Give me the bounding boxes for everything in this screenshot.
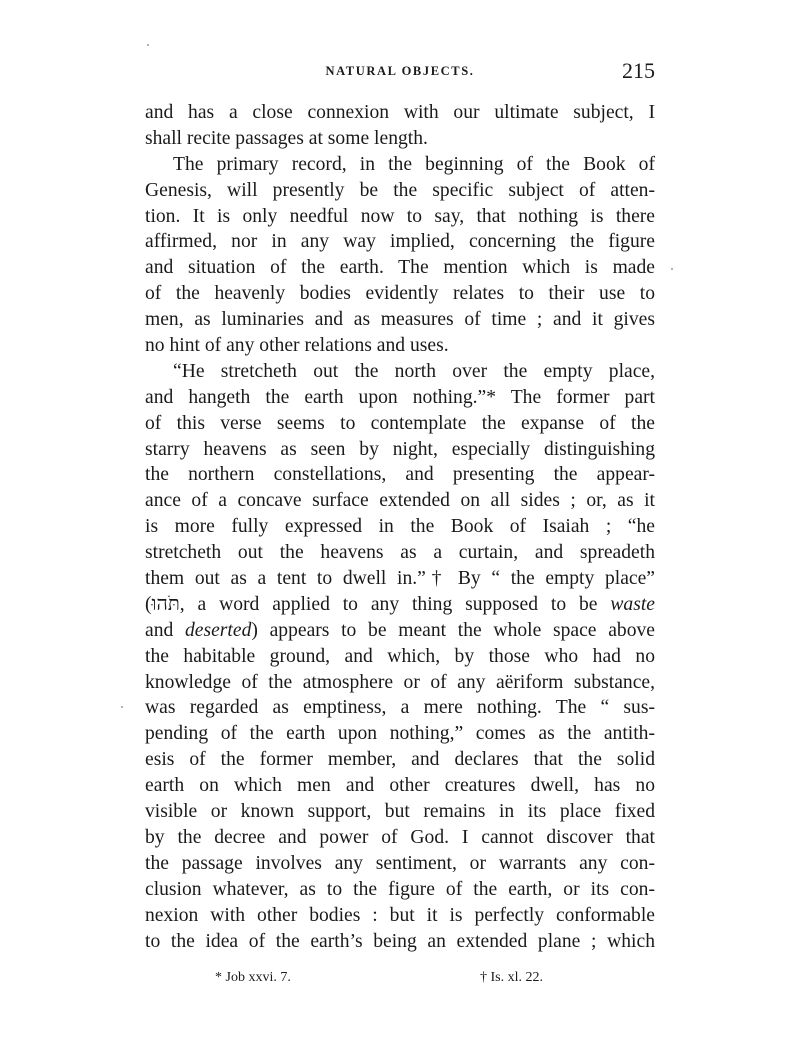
- text-line: “He stretcheth out the north over the empty place,: [173, 360, 655, 382]
- body-text: [145, 100, 655, 954]
- text-line: of the heavenly bodies evidently relates to their use to: [145, 283, 655, 305]
- text-line: knowledge of the atmosphere or of any aëriform substance,: [145, 671, 655, 693]
- footnote: † Is. xl. 22.: [480, 970, 543, 985]
- text-line: earth on which men and other creatures dwell, has no: [145, 775, 655, 797]
- text-line: nexion with other bodies : but it is perfectly conformable: [145, 904, 655, 926]
- text-line: the northern constellations, and presenting the appear-: [145, 464, 655, 486]
- text-line: to the idea of the earth’s being an extended plane ; which: [145, 930, 655, 952]
- text-line: tion. It is only needful now to say, that nothing is there: [145, 205, 655, 227]
- text-line: clusion whatever, as to the figure of the earth, or its con-: [145, 878, 655, 900]
- text-line: and deserted) appears to be meant the whole space above: [145, 619, 655, 641]
- text-line: and situation of the earth. The mention which is made: [145, 257, 655, 279]
- page-header: [145, 58, 655, 88]
- paper-speck: [671, 268, 673, 270]
- text-line: The primary record, in the beginning of the Book of: [173, 153, 655, 175]
- footnotes: [145, 970, 655, 994]
- text-line: the passage involves any sentiment, or warrants any con-: [145, 852, 655, 874]
- text-line: was regarded as emptiness, a mere nothing. The “ sus-: [145, 697, 655, 719]
- text-line: visible or known support, but remains in its place fixed: [145, 801, 655, 823]
- text-line: pending of the earth upon nothing,” comes as the antith-: [145, 723, 655, 745]
- text-line: no hint of any other relations and uses.: [145, 335, 449, 357]
- text-line: them out as a tent to dwell in.”† By “ the empty place”: [145, 568, 655, 590]
- text-line: men, as luminaries and as measures of time ; and it gives: [145, 309, 655, 331]
- text-line: starry heavens as seen by night, especially distinguishing: [145, 438, 655, 460]
- text-line: ance of a concave surface extended on all sides ; or, as it: [145, 490, 655, 512]
- text-line: shall recite passages at some length.: [145, 127, 428, 149]
- paper-speck: [147, 44, 149, 46]
- text-line: and has a close connexion with our ultimate subject, I: [145, 102, 655, 123]
- paper-speck: [121, 706, 123, 708]
- text-line: stretcheth out the heavens as a curtain, and spreadeth: [145, 542, 655, 564]
- text-line: affirmed, nor in any way implied, concerning the figure: [145, 231, 655, 253]
- running-head: NATURAL OBJECTS.: [325, 64, 475, 78]
- text-line: by the decree and power of God. I cannot discover that: [145, 826, 655, 848]
- footnote: * Job xxvi. 7.: [215, 970, 291, 985]
- text-line: esis of the former member, and declares that the solid: [145, 749, 655, 771]
- text-line: of this verse seems to contemplate the expanse of the: [145, 412, 655, 434]
- page-number: 215: [622, 58, 655, 83]
- text-line: is more fully expressed in the Book of Isaiah ; “he: [145, 516, 655, 538]
- text-line: and hangeth the earth upon nothing.”* The former part: [145, 386, 655, 408]
- text-line: (תֹּהוּ, a word applied to any thing supposed to be waste: [145, 593, 655, 615]
- text-line: Genesis, will presently be the specific subject of atten-: [145, 179, 655, 201]
- text-line: the habitable ground, and which, by those who had no: [145, 645, 655, 667]
